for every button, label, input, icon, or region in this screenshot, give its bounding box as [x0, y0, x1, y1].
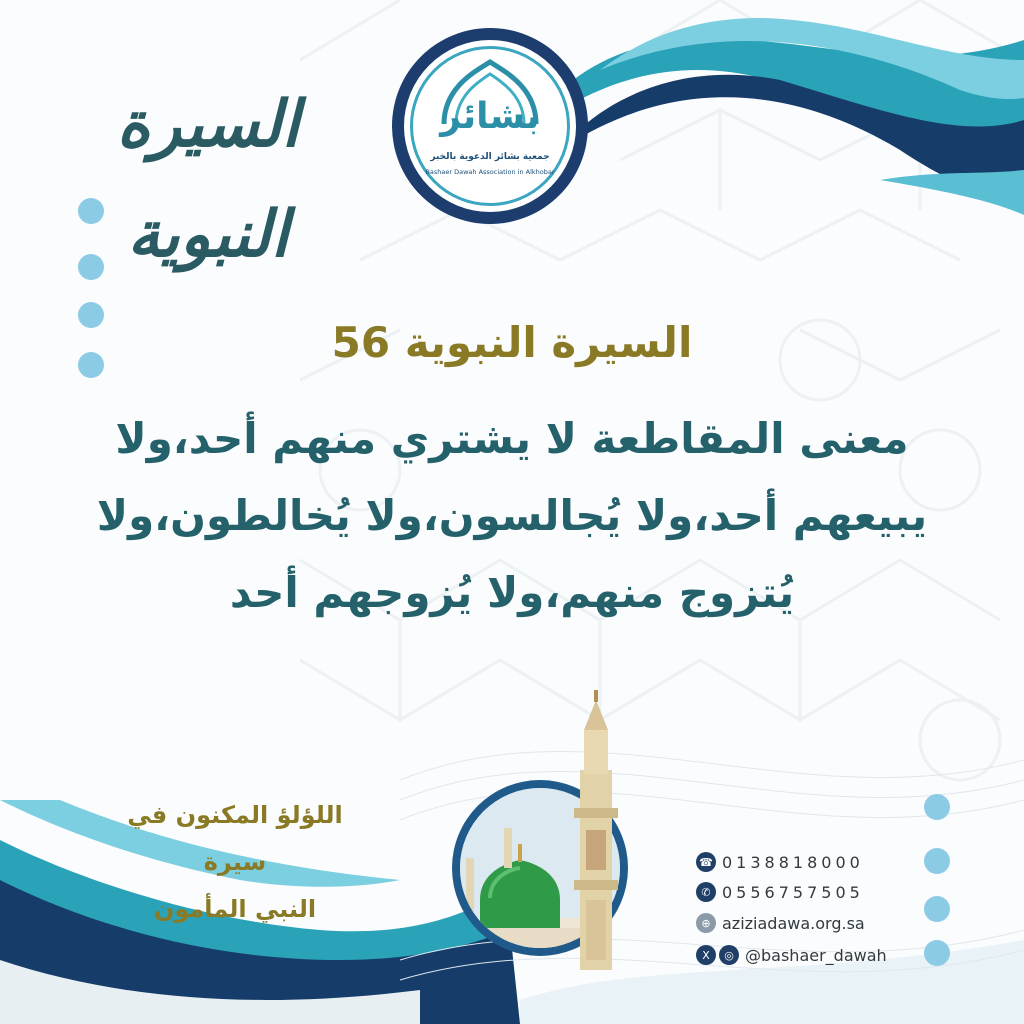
- logo-face: [404, 40, 576, 212]
- contact-social[interactable]: [696, 941, 916, 969]
- body-line: يُتزوج منهم،ولا يُزوجهم أحد: [229, 568, 795, 617]
- whatsapp-number: 0556757505: [722, 882, 864, 902]
- wave-top-accent: [880, 170, 1024, 215]
- phone-number: 0138818000: [722, 852, 864, 872]
- dot: [924, 794, 950, 820]
- phone-icon: ☎: [696, 852, 716, 872]
- body-line: يبيعهم أحد،ولا يُجالسون،ولا يُخالطون،ولا: [96, 491, 928, 540]
- post-title: السيرة النبوية 56: [331, 318, 693, 367]
- contact-website[interactable]: [696, 909, 916, 937]
- website-url: aziziadawa.org.sa: [722, 913, 865, 933]
- x-icon: X: [696, 945, 716, 965]
- dot: [78, 198, 104, 224]
- instagram-icon: ◎: [719, 945, 739, 965]
- social-handle: @bashaer_dawah: [745, 945, 887, 965]
- logo-subtitle-ar: جمعية بشائر الدعوية بالخبر: [430, 152, 550, 162]
- dot: [924, 940, 950, 966]
- logo-name: بشائر: [440, 96, 540, 137]
- calligraphy-title: السيرة النبوية: [116, 87, 300, 272]
- body-line: معنى المقاطعة لا يشتري منهم أحد،ولا: [115, 414, 909, 463]
- decorative-dots-right: [920, 788, 960, 978]
- series-line: اللؤلؤ المكنون في سيرة: [127, 801, 343, 876]
- association-logo: [392, 28, 588, 224]
- contact-whatsapp[interactable]: [696, 878, 916, 906]
- dot: [924, 896, 950, 922]
- series-name: [100, 792, 370, 933]
- whatsapp-icon: ✆: [696, 882, 716, 902]
- logo-subtitle-en: Bashaer Dawah Association in Alkhobar: [425, 168, 555, 176]
- globe-icon: ⊕: [696, 913, 716, 933]
- series-line: النبي المأمون: [153, 895, 317, 923]
- post-body: [90, 400, 934, 631]
- dot: [78, 254, 104, 280]
- dot: [924, 848, 950, 874]
- contact-phone[interactable]: [696, 848, 916, 876]
- minaret-image: [440, 690, 640, 980]
